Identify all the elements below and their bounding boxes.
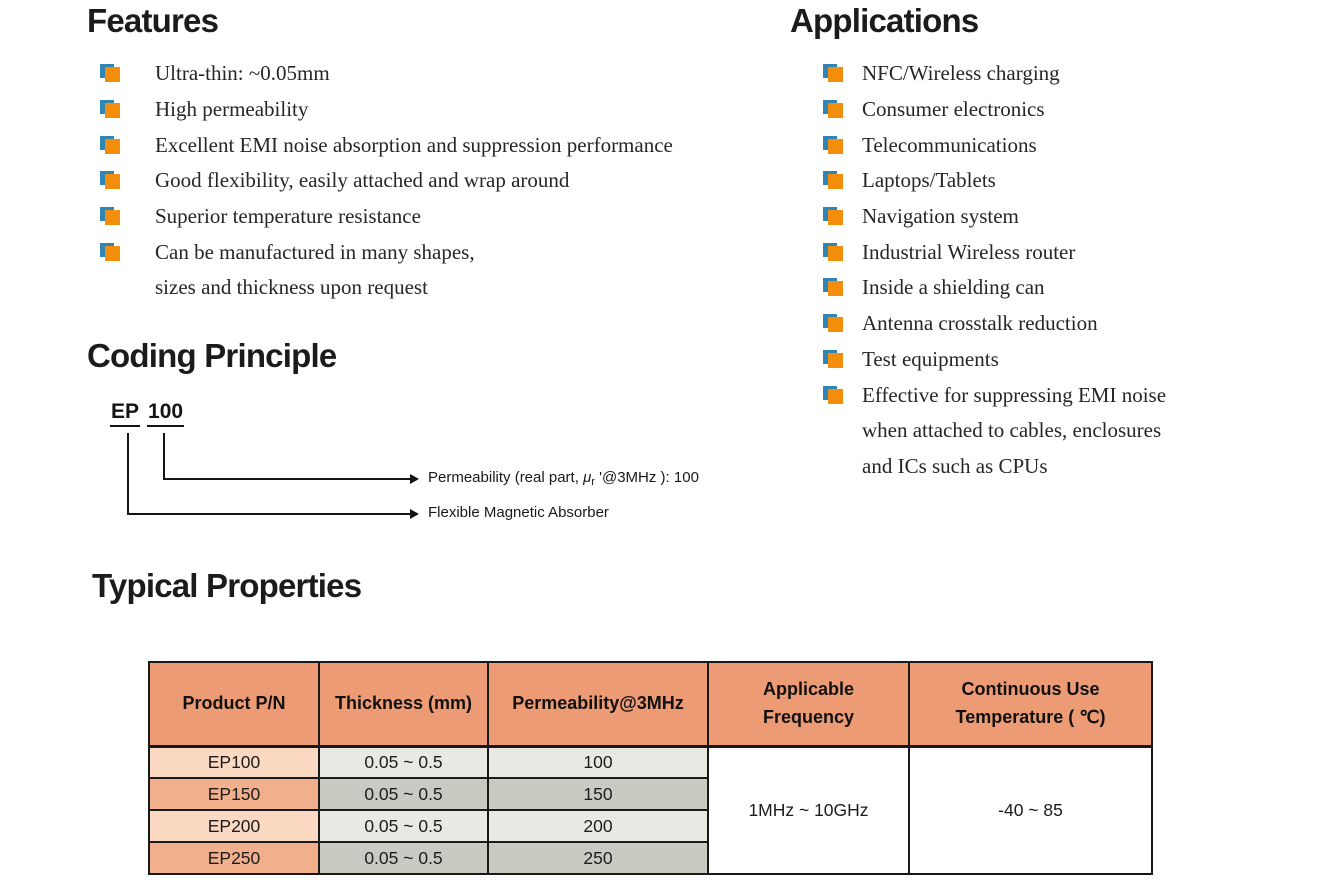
absorber-label: Flexible Magnetic Absorber — [428, 504, 609, 521]
col-header-continuous-use-temperature: Continuous Use Temperature ( ℃) — [909, 662, 1152, 746]
square-bullet-icon — [100, 243, 121, 262]
list-item-label: Inside a shielding can — [862, 275, 1045, 300]
list-item — [87, 56, 787, 92]
square-bullet-icon — [823, 207, 844, 226]
list-item-label: NFC/Wireless charging — [862, 61, 1060, 86]
applications-title: Applications — [790, 2, 979, 39]
square-bullet-icon — [823, 314, 844, 333]
square-bullet-icon — [823, 136, 844, 155]
square-bullet-icon — [823, 100, 844, 119]
code-prefix: EP — [110, 400, 140, 427]
features-list — [87, 56, 787, 306]
list-item-label: Telecommunications — [862, 132, 1037, 157]
cell-permeability: 100 — [488, 746, 708, 778]
diagram-line-vertical-prefix — [127, 433, 129, 515]
coding-principle-section — [87, 337, 847, 547]
list-item-label: Effective for suppressing EMI noise — [862, 382, 1167, 407]
cell-permeability: 200 — [488, 810, 708, 842]
cell-thickness: 0.05 ~ 0.5 — [319, 746, 488, 778]
list-item — [790, 92, 1323, 128]
product-code — [110, 400, 184, 427]
square-bullet-icon — [100, 171, 121, 190]
square-bullet-icon — [100, 64, 121, 83]
list-item — [790, 199, 1323, 235]
list-item — [790, 163, 1323, 199]
list-item-label: Navigation system — [862, 204, 1019, 229]
list-item — [790, 342, 1323, 378]
mu-symbol: μ — [583, 469, 592, 486]
list-item — [87, 163, 787, 199]
list-item-label: Industrial Wireless router — [862, 239, 1076, 264]
square-bullet-icon — [100, 100, 121, 119]
square-bullet-icon — [100, 136, 121, 155]
list-item-label: Excellent EMI noise absorption and suppression performance — [155, 132, 673, 157]
table-header-row — [149, 662, 1152, 746]
cell-product-pn: EP100 — [149, 746, 319, 778]
list-item-label: when attached to cables, enclosures — [862, 418, 1162, 443]
list-item-label: sizes and thickness upon request — [155, 275, 428, 300]
table-row — [149, 746, 1152, 778]
list-item-label: Laptops/Tablets — [862, 168, 996, 193]
square-bullet-icon — [823, 64, 844, 83]
typical-properties-table — [148, 661, 1153, 875]
coding-principle-title: Coding Principle — [87, 337, 337, 374]
cell-product-pn: EP200 — [149, 810, 319, 842]
list-item-label: Antenna crosstalk reduction — [862, 311, 1098, 336]
list-item — [790, 127, 1323, 163]
list-item-continuation — [790, 413, 1323, 449]
col-header-thickness: Thickness (mm) — [319, 662, 488, 746]
cell-thickness: 0.05 ~ 0.5 — [319, 842, 488, 874]
cell-product-pn: EP150 — [149, 778, 319, 810]
square-bullet-icon — [100, 207, 121, 226]
cell-permeability: 250 — [488, 842, 708, 874]
list-item — [87, 199, 787, 235]
list-item-continuation — [87, 270, 787, 306]
cell-thickness: 0.05 ~ 0.5 — [319, 778, 488, 810]
list-item-label: High permeability — [155, 97, 309, 122]
list-item — [87, 234, 787, 270]
cell-thickness: 0.05 ~ 0.5 — [319, 810, 488, 842]
square-bullet-icon — [823, 243, 844, 262]
typical-properties-title: Typical Properties — [92, 567, 362, 604]
cell-permeability: 150 — [488, 778, 708, 810]
code-number: 100 — [147, 400, 184, 427]
list-item — [87, 92, 787, 128]
permeability-label: Permeability (real part, $\mu_r$ '@3MHz ): 100 — [428, 469, 699, 488]
list-item — [790, 377, 1323, 413]
cell-product-pn: EP250 — [149, 842, 319, 874]
list-item-label: Can be manufactured in many shapes, — [155, 239, 475, 264]
square-bullet-icon — [823, 171, 844, 190]
list-item — [790, 270, 1323, 306]
list-item — [790, 56, 1323, 92]
list-item — [790, 234, 1323, 270]
list-item-label: Ultra-thin: ~0.05mm — [155, 61, 330, 86]
col-header-product-pn: Product P/N — [149, 662, 319, 746]
col-header-permeability: Permeability@3MHz — [488, 662, 708, 746]
list-item-label: and ICs such as CPUs — [862, 453, 1048, 478]
features-title: Features — [87, 2, 219, 39]
list-item-label: Good flexibility, easily attached and wrap around — [155, 168, 570, 193]
cell-applicable-frequency: 1MHz ~ 10GHz — [708, 746, 909, 874]
list-item-label: Test equipments — [862, 346, 999, 371]
col-header-applicable-frequency: Applicable Frequency — [708, 662, 909, 746]
list-item-label: Superior temperature resistance — [155, 204, 421, 229]
diagram-arrow-permeability — [163, 478, 410, 480]
diagram-arrow-absorber — [127, 513, 410, 515]
list-item-continuation — [790, 449, 1323, 485]
list-item-label: Consumer electronics — [862, 97, 1045, 122]
diagram-line-vertical-number — [163, 433, 165, 480]
list-item — [87, 127, 787, 163]
applications-list — [790, 56, 1323, 484]
list-item — [790, 306, 1323, 342]
cell-continuous-use-temperature: -40 ~ 85 — [909, 746, 1152, 874]
square-bullet-icon — [823, 278, 844, 297]
